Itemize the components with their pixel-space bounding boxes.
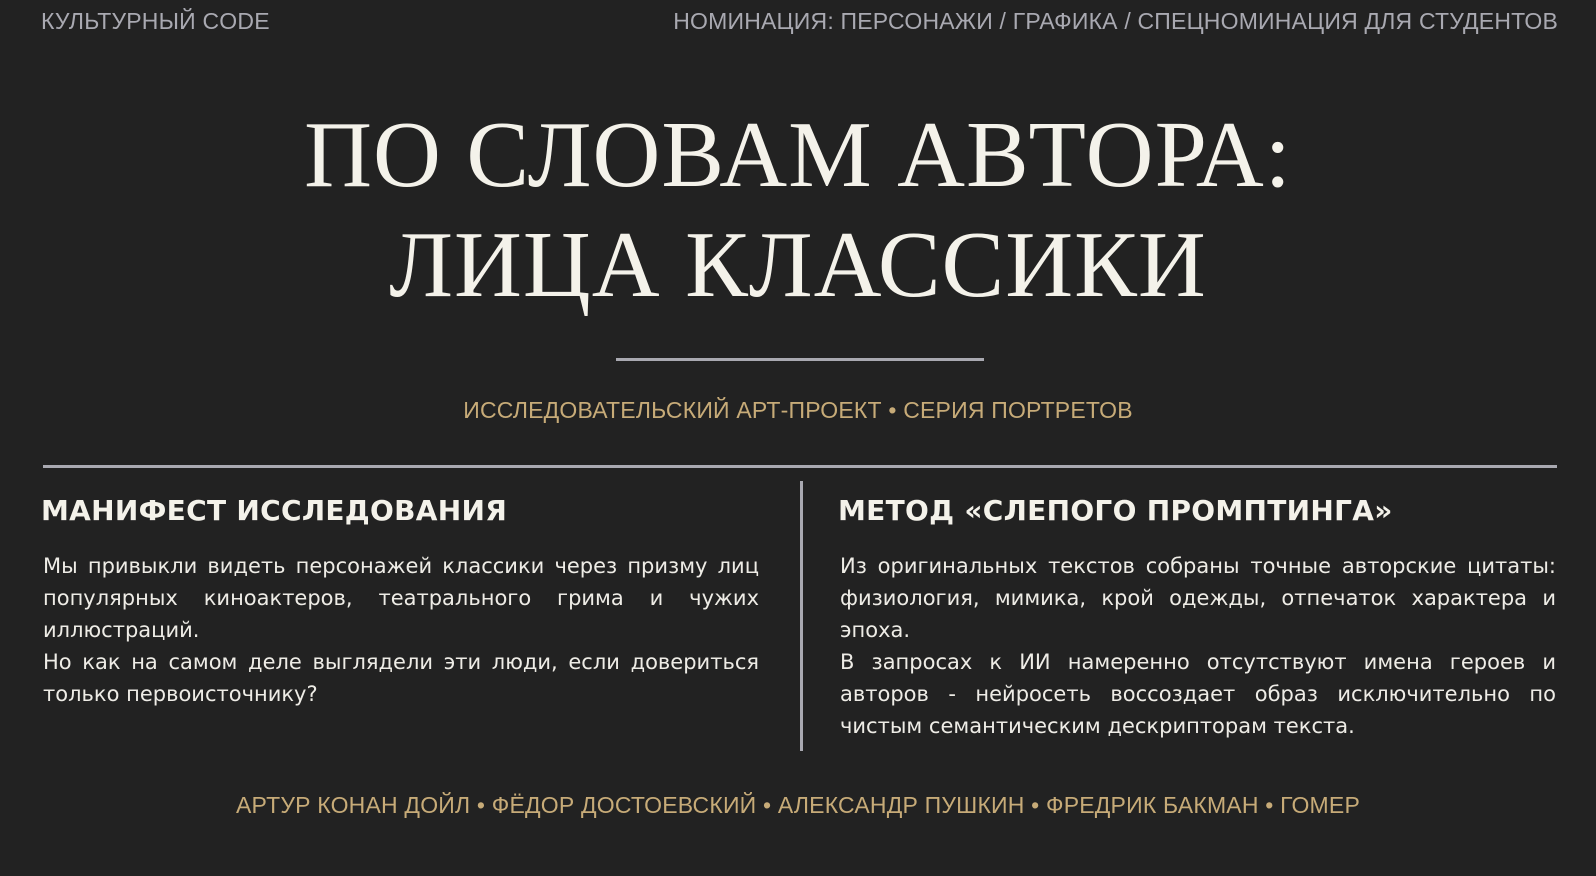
authors-list: АРТУР КОНАН ДОЙЛ • ФЁДОР ДОСТОЕВСКИЙ • АЛЕКСАНДР ПУШКИН • ФРЕДРИК БАКМАН • ГОМЕР <box>236 792 1360 818</box>
section-divider <box>43 465 1557 468</box>
manifest-section <box>41 493 759 710</box>
method-paragraph-2: В запросах к ИИ намеренно отсутствуют имена героев и авторов - нейросеть воссоздает образ исключительно по чистым семантическим дескрипторам текста. <box>840 650 1556 738</box>
nomination-label: НОМИНАЦИЯ: ПЕРСОНАЖИ / ГРАФИКА / СПЕЦНОМИНАЦИЯ ДЛЯ СТУДЕНТОВ <box>673 7 1558 34</box>
page-title <box>0 100 1596 320</box>
top-bar <box>41 6 1558 36</box>
manifest-heading: МАНИФЕСТ ИССЛЕДОВАНИЯ <box>41 494 508 527</box>
method-section <box>838 493 1556 742</box>
column-divider <box>800 481 803 751</box>
brand-label: КУЛЬТУРНЫЙ CODE <box>41 7 270 34</box>
title-divider <box>616 358 984 361</box>
method-heading: МЕТОД «СЛЕПОГО ПРОМПТИНГА» <box>838 494 1393 527</box>
page-title-line-2: ЛИЦА КЛАССИКИ <box>389 213 1207 317</box>
manifest-paragraph-1: Мы привыкли видеть персонажей классики через призму лиц популярных киноактеров, театрального грима и чужих иллюстраций. <box>43 554 759 642</box>
method-paragraph-1: Из оригинальных текстов собраны точные авторские цитаты: физиология, мимика, крой одежды, отпечаток характера и эпоха. <box>840 554 1556 642</box>
page-title-line-1: ПО СЛОВАМ АВТОРА: <box>304 103 1292 207</box>
manifest-paragraph-2: Но как на самом деле выглядели эти люди, если довериться только первоисточнику? <box>43 650 759 706</box>
subtitle: ИССЛЕДОВАТЕЛЬСКИЙ АРТ-ПРОЕКТ • СЕРИЯ ПОРТРЕТОВ <box>463 397 1133 423</box>
